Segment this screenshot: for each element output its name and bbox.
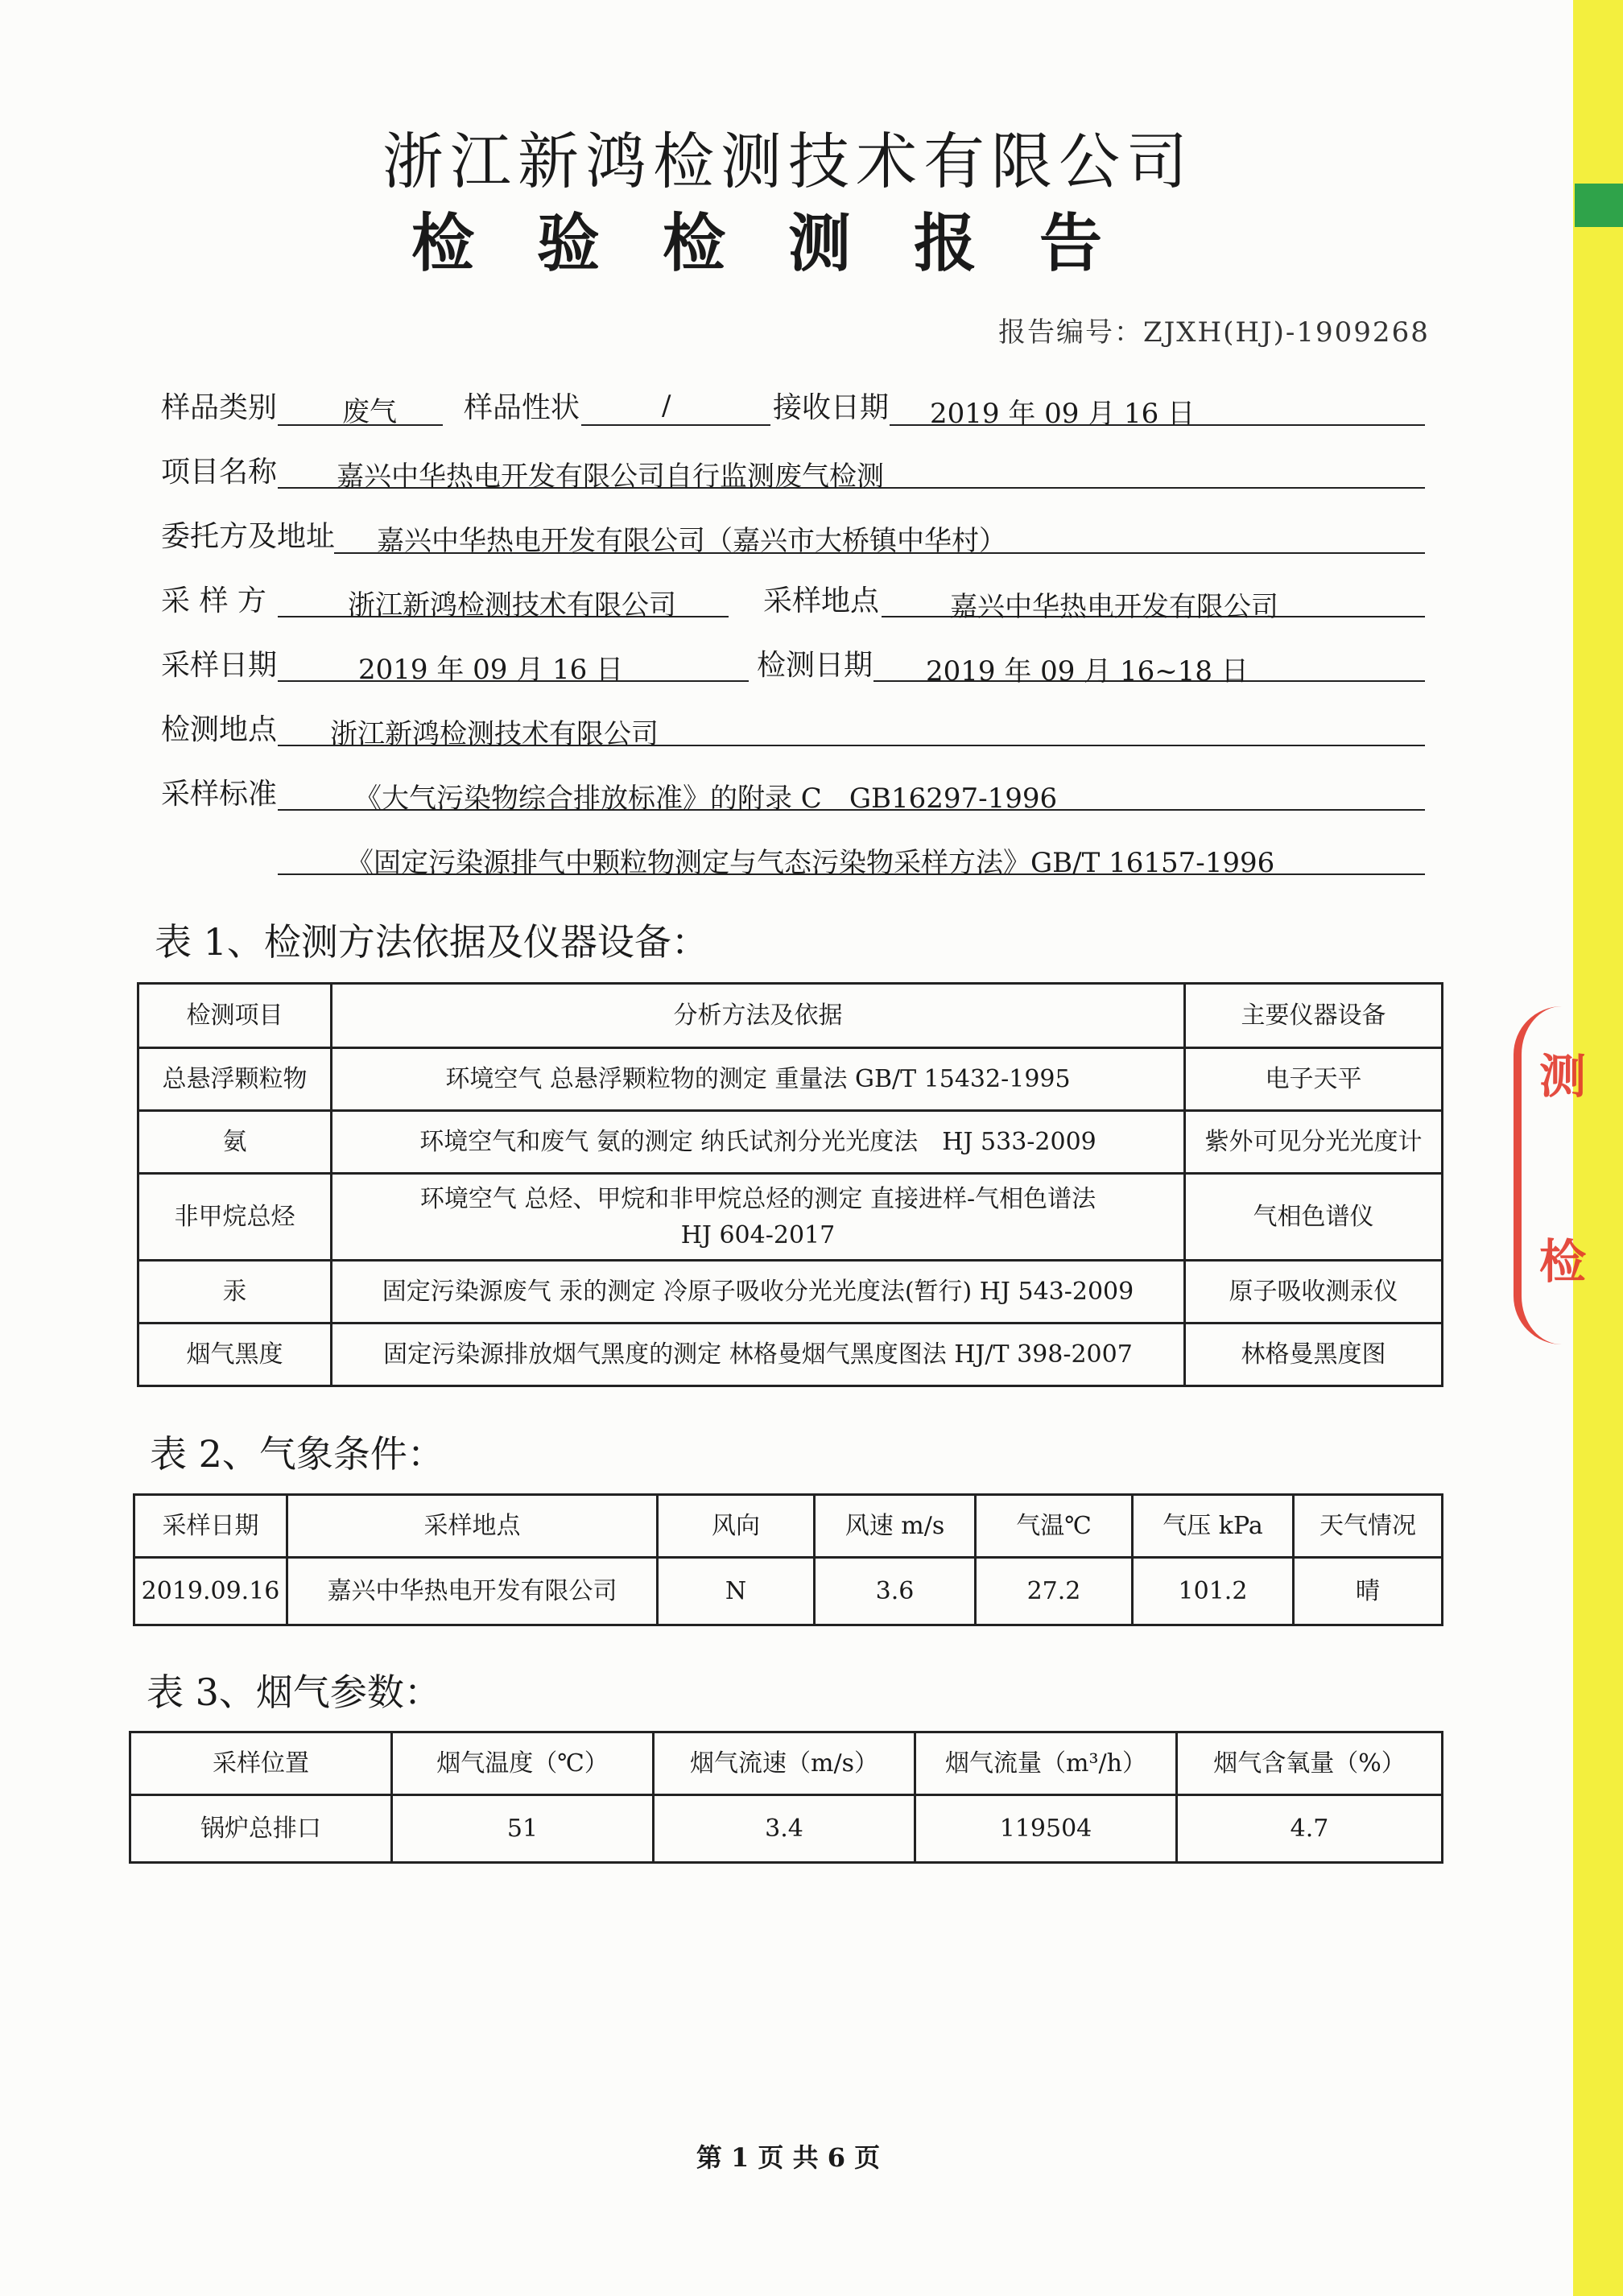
sampler-label: 采 样 方 (161, 584, 266, 617)
site-label: 采样地点 (763, 584, 880, 617)
table-row (138, 1111, 1443, 1174)
table1-cell: 氨 (138, 1111, 332, 1174)
table1-header-instrument: 主要仪器设备 (1185, 984, 1443, 1048)
sample-type-label: 样品类别 (161, 391, 278, 424)
table1-header-method: 分析方法及依据 (332, 984, 1185, 1048)
report-number-label: 报告编号： (998, 316, 1143, 349)
client-label: 委托方及地址 (161, 520, 336, 553)
table2-heading: 表 2、气象条件： (150, 1432, 444, 1476)
table2-cell: 2019.09.16 (134, 1558, 287, 1625)
stamp-char-2: 检 (1539, 1234, 1587, 1289)
table3-header: 烟气含氧量（%） (1177, 1732, 1443, 1795)
table1-cell-multiline (332, 1174, 1185, 1261)
green-tab-marker (1575, 184, 1623, 227)
client-value: 嘉兴中华热电开发有限公司（嘉兴市大桥镇中华村） (377, 525, 1006, 557)
table1-cell: 环境空气 总悬浮颗粒物的测定 重量法 GB/T 15432-1995 (332, 1048, 1185, 1111)
table1-cell: 气相色谱仪 (1185, 1174, 1443, 1261)
table-row (134, 1558, 1443, 1625)
sampler-value: 浙江新鸿检测技术有限公司 (348, 589, 676, 621)
table1-cell: 非甲烷总烃 (138, 1174, 332, 1261)
report-number-value: ZJXH(HJ)-1909268 (1143, 316, 1430, 349)
test-date-label: 检测日期 (757, 649, 873, 682)
table3-cell: 119504 (915, 1795, 1177, 1863)
standard-value-1: 《大气污染物综合排放标准》的附录 C GB16297-1996 (354, 783, 1058, 815)
sample-state-label: 样品性状 (464, 391, 580, 424)
standard-value-2: 《固定污染源排气中颗粒物测定与气态污染物采样方法》GB/T 16157-1996 (346, 847, 1275, 879)
table-row (130, 1795, 1443, 1863)
test-date-value: 2019 年 09 月 16~18 日 (926, 655, 1249, 688)
weather-table (133, 1493, 1443, 1626)
table2-cell: 27.2 (976, 1558, 1133, 1625)
table3-header: 烟气流速（m/s） (654, 1732, 915, 1795)
table3-cell: 51 (392, 1795, 654, 1863)
table3-heading: 表 3、烟气参数： (147, 1670, 441, 1714)
lab-label: 检测地点 (161, 713, 278, 746)
sample-state-line (581, 424, 770, 426)
company-title: 浙江新鸿检测技术有限公司 (382, 126, 1194, 197)
sample-type-value: 废气 (342, 396, 397, 428)
table1-cell: 汞 (138, 1261, 332, 1324)
red-seal-stamp (1514, 1006, 1618, 1344)
table-row (138, 1048, 1443, 1111)
table-row (138, 1324, 1443, 1386)
table-row (138, 1174, 1443, 1261)
table1-cell: 紫外可见分光光度计 (1185, 1111, 1443, 1174)
sample-date-label: 采样日期 (161, 649, 278, 682)
table2-header: 风向 (658, 1495, 815, 1558)
table3-cell: 锅炉总排口 (130, 1795, 392, 1863)
table1-cell: 总悬浮颗粒物 (138, 1048, 332, 1111)
table2-header: 采样日期 (134, 1495, 287, 1558)
page-footer: 第 1 页 共 6 页 (696, 2142, 881, 2173)
report-number (998, 310, 1430, 349)
table1-cell: 原子吸收测汞仪 (1185, 1261, 1443, 1324)
table2-header: 采样地点 (287, 1495, 658, 1558)
table1-cell: 固定污染源排放烟气黑度的测定 林格曼烟气黑度图法 HJ/T 398-2007 (332, 1324, 1185, 1386)
receive-date-label: 接收日期 (773, 391, 890, 424)
flue-gas-table (129, 1731, 1443, 1864)
stamp-char-1: 测 (1539, 1049, 1587, 1104)
table1-cell: 固定污染源废气 汞的测定 冷原子吸收分光光度法(暂行) HJ 543-2009 (332, 1261, 1185, 1324)
sample-state-value: / (662, 390, 671, 422)
table3-cell: 3.4 (654, 1795, 915, 1863)
standard-label: 采样标准 (161, 778, 278, 811)
table1-heading: 表 1、检测方法依据及仪器设备： (155, 920, 708, 964)
table1-cell: 电子天平 (1185, 1048, 1443, 1111)
table2-cell: 嘉兴中华热电开发有限公司 (287, 1558, 658, 1625)
table3-cell: 4.7 (1177, 1795, 1443, 1863)
report-title: 检验检测报告 (411, 207, 1165, 280)
table-row (138, 1261, 1443, 1324)
site-value: 嘉兴中华热电开发有限公司 (950, 591, 1278, 623)
table2-cell: 晴 (1294, 1558, 1443, 1625)
table2-cell: 3.6 (815, 1558, 976, 1625)
project-label: 项目名称 (161, 456, 278, 489)
lab-value: 浙江新鸿检测技术有限公司 (330, 718, 659, 750)
methods-table (137, 982, 1443, 1387)
table2-header: 气压 kPa (1133, 1495, 1294, 1558)
table2-header: 风速 m/s (815, 1495, 976, 1558)
table1-header-row (138, 984, 1443, 1048)
sample-date-value: 2019 年 09 月 16 日 (358, 654, 624, 686)
table2-cell: N (658, 1558, 815, 1625)
table1-header-item: 检测项目 (138, 984, 332, 1048)
table2-header: 气温℃ (976, 1495, 1133, 1558)
table1-method-line1: 环境空气 总烃、甲烷和非甲烷总烃的测定 直接进样-气相色谱法 (419, 1184, 1096, 1213)
table1-cell: 林格曼黑度图 (1185, 1324, 1443, 1386)
table1-method-line2: HJ 604-2017 (680, 1220, 836, 1249)
project-value: 嘉兴中华热电开发有限公司自行监测废气检测 (337, 460, 884, 493)
table3-header: 烟气流量（m³/h） (915, 1732, 1177, 1795)
table3-header: 烟气温度（℃） (392, 1732, 654, 1795)
table2-header-row (134, 1495, 1443, 1558)
table1-cell: 烟气黑度 (138, 1324, 332, 1386)
table3-header: 采样位置 (130, 1732, 392, 1795)
receive-date-value: 2019 年 09 月 16 日 (930, 398, 1196, 430)
table3-header-row (130, 1732, 1443, 1795)
table1-cell: 环境空气和废气 氨的测定 纳氏试剂分光光度法 HJ 533-2009 (332, 1111, 1185, 1174)
table2-header: 天气情况 (1294, 1495, 1443, 1558)
table2-cell: 101.2 (1133, 1558, 1294, 1625)
